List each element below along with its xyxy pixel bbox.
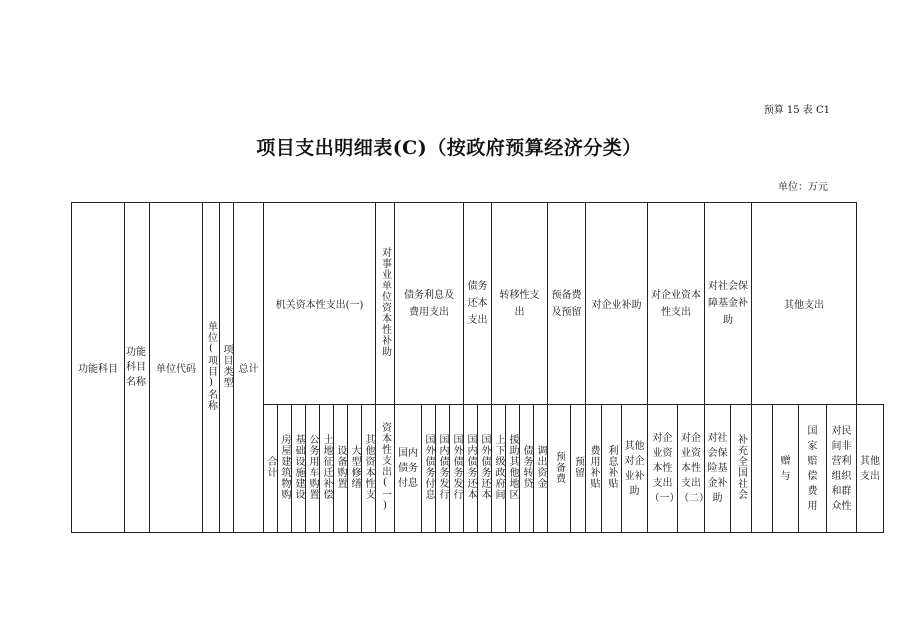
col-enterprise-capital-2: 对企业资本性支出（二） — [678, 405, 705, 533]
col-debt-transfer: 债务转贷 — [520, 405, 534, 533]
group-reserve: 预备费及预留 — [548, 203, 586, 405]
col-other-enterprise: 其他对企业补助 — [622, 405, 648, 533]
col-fund-transfer: 调出资金 — [534, 405, 548, 533]
col-vehicle: 公务用车购置 — [306, 405, 320, 533]
col-reserve-fee: 预备费 — [548, 405, 571, 533]
budget-detail-table — [71, 202, 884, 533]
form-code: 预算 15 表 C1 — [763, 105, 830, 116]
col-capital-one: 资本性支出(一) — [376, 405, 395, 533]
col-domestic-interest: 国内债务付息 — [395, 405, 422, 533]
col-unit-project-name: 单位(项目)名称 — [203, 203, 220, 533]
col-repair: 大型修缮 — [348, 405, 362, 533]
col-subtotal: 合计 — [264, 405, 278, 533]
col-housing: 房屋建筑物购 — [278, 405, 292, 533]
col-total: 总计 — [234, 203, 264, 533]
col-other-exp: 其他支出 — [857, 405, 884, 533]
col-func-subject: 功能科目 — [72, 203, 125, 533]
unit-label: 单位：万元 — [778, 182, 828, 193]
page-title: 项目支出明细表(C)（按政府预算经济分类） — [256, 137, 642, 159]
col-infrastructure: 基础设施建设 — [292, 405, 306, 533]
col-project-type: 项目类型 — [220, 203, 234, 533]
col-other-capital: 其他资本性支 — [362, 405, 376, 533]
col-fee-subsidy: 费用补贴 — [586, 405, 602, 533]
col-interest-subsidy: 利息补贴 — [602, 405, 622, 533]
group-transfer: 转移性支出 — [492, 203, 548, 405]
col-enterprise-capital-1: 对企业资本性支出（一） — [648, 405, 678, 533]
col-foreign-issue: 国外债务发行 — [450, 405, 464, 533]
col-ss-fund-supplement: 补充全国社会 — [731, 405, 752, 533]
col-foreign-repay: 国外债务还本 — [478, 405, 492, 533]
col-state-compensation: 国家赔偿费用 — [799, 405, 827, 533]
col-nonprofit-support: 对民间非营利组织和群众性 — [827, 405, 857, 533]
group-social-security-fund: 对社会保障基金补助 — [705, 203, 752, 405]
col-upper-lower: 上下级政府间 — [492, 405, 506, 533]
col-ss-fund-subsidy: 对社会保险基金补助 — [705, 405, 731, 533]
group-enterprise-capital: 对企业资本性支出 — [648, 203, 705, 405]
header-row-groups — [72, 203, 884, 405]
col-aid-other-region: 援助其他地区 — [506, 405, 520, 533]
col-domestic-issue: 国内债务发行 — [436, 405, 450, 533]
col-func-subject-name: 功能科目名称 — [125, 203, 150, 533]
col-equipment: 设备购置 — [334, 405, 348, 533]
group-enterprise-subsidy: 对企业补助 — [586, 203, 648, 405]
col-blank — [752, 405, 773, 533]
group-debt-principal: 债务还本支出 — [464, 203, 492, 405]
col-foreign-interest: 国外债务付息 — [422, 405, 436, 533]
group-other: 其他支出 — [752, 203, 857, 405]
col-domestic-repay: 国内债务还本 — [464, 405, 478, 533]
group-debt-interest: 债务利息及费用支出 — [395, 203, 464, 405]
col-land: 土地征迁补偿 — [320, 405, 334, 533]
group-institution-capital-subsidy: 对事业单位资本性补助 — [376, 203, 395, 405]
col-reserved: 预留 — [571, 405, 586, 533]
col-unit-code: 单位代码 — [150, 203, 203, 533]
group-gov-capital: 机关资本性支出(一) — [264, 203, 376, 405]
col-donation: 赠与 — [773, 405, 799, 533]
